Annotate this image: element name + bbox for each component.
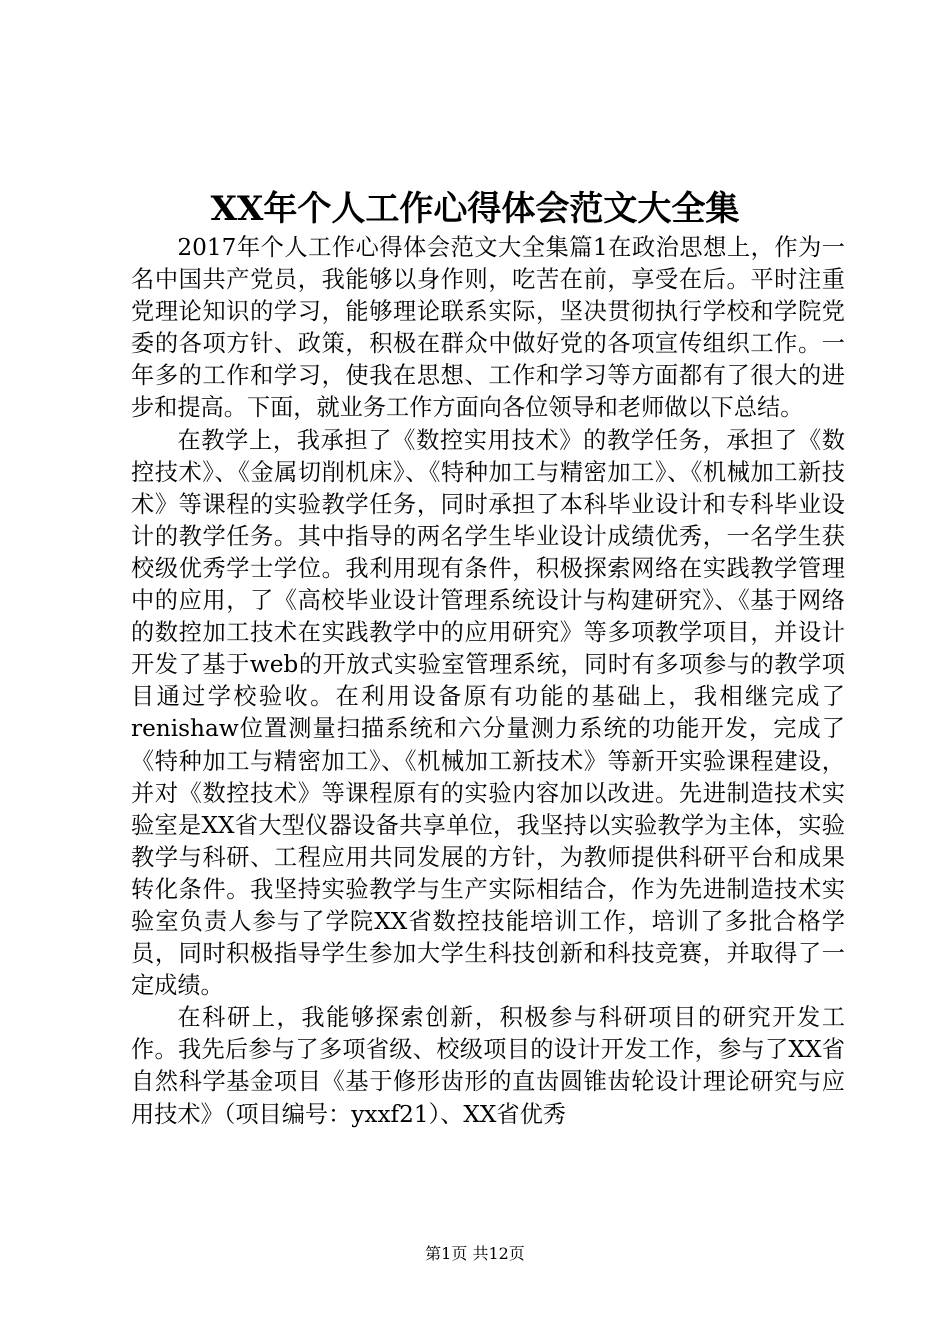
document-body — [131, 232, 845, 1131]
page-footer: 第1页 共12页 — [425, 1244, 525, 1263]
paragraph-research: 在科研上，我能够探索创新，积极参与科研项目的研究开发工作。我先后参与了多项省级、校级项目的设计开发工作，参与了XX省自然科学基金项目《基于修形齿形的直齿圆锥齿轮设计理论研究与应用技术》（项目编号：yxxf21）、XX省优秀 — [131, 1004, 845, 1128]
paragraph-teaching: 在教学上，我承担了《数控实用技术》的教学任务，承担了《数控技术》、《金属切削机床》、《特种加工与精密加工》、《机械加工新技术》等课程的实验教学任务，同时承担了本科毕业设计和专科毕业设计的教学任务。其中指导的两名学生毕业设计成绩优秀，一名学生获校级优秀学士学位。我利用现有条件，积极探索网络在实践教学管理中的应用，了《高校毕业设计管理系统设计与构建研究》、《基于网络的数控加工技术在实践教学中的应用研究》等多项教学项目，并设计开发了基于web的开放式实验室管理系统，同时有多项参与的教学项目通过学校验收。在利用设备原有功能的基础上，我相继完成了renishaw位置测量扫描系统和六分量测力系统的功能开发，完成了《特种加工与精密加工》、《机械加工新技术》等新开实验课程建设，并对《数控技术》等课程原有的实验内容加以改进。先进制造技术实验室是XX省大型仪器设备共享单位，我坚持以实验教学为主体，实验教学与科研、工程应用共同发展的方针，为教师提供科研平台和成果转化条件。我坚持实验教学与生产实际相结合，作为先进制造技术实验室负责人参与了学院XX省数控技能培训工作，培训了多批合格学员，同时积极指导学生参加大学生科技创新和科技竞赛，并取得了一定成绩。 — [131, 426, 845, 1000]
paragraph-intro: 2017年个人工作心得体会范文大全集篇1在政治思想上，作为一名中国共产党员，我能够以身作则，吃苦在前，享受在后。平时注重党理论知识的学习，能够理论联系实际，坚决贯彻执行学校和学院党委的各项方针、政策，积极在群众中做好党的各项宣传组织工作。一年多的工作和学习，使我在思想、工作和学习等方面都有了很大的进步和提高。下面，就业务工作方面向各位领导和老师做以下总结。 — [131, 234, 845, 422]
document-title: XX年个人工作心得体会范文大全集 — [210, 189, 740, 229]
